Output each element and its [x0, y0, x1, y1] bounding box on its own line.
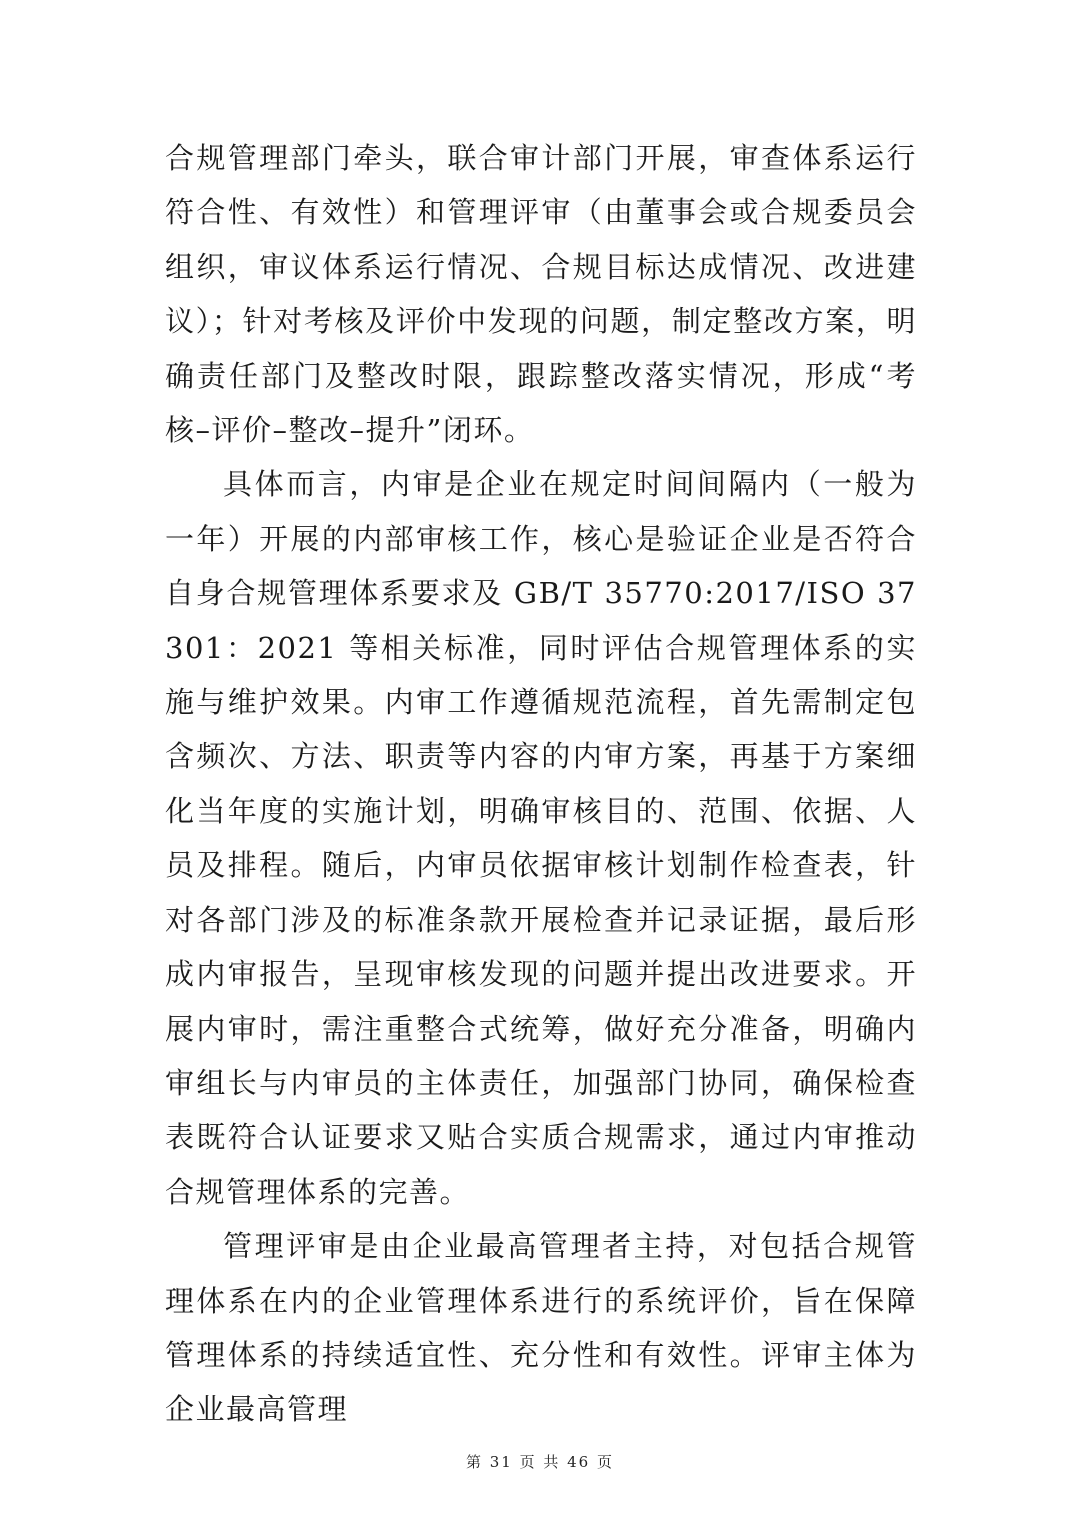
page-footer: 第 31 页 共 46 页	[465, 1453, 614, 1471]
paragraph-2: 具体而言，内审是企业在规定时间间隔内（一般为一年）开展的内部审核工作，核心是验证企业是否符合自身合规管理体系要求及 GB/T 35770:2017/ISO 37301：2021 等相关标准，同时评估合规管理体系的实施与维护效果。内审工作遵循规范流程，首先需制定包含频次、方法、职责等内容的内审方案，再基于方案细化当年度的实施计划，明确审核目的、范围、依据、人员及排程。随后，内审员依据审核计划制作检查表，针对各部门涉及的标准条款开展检查并记录证据，最后形成内审报告，呈现审核发现的问题并提出改进要求。开展内审时，需注重整合式统筹，做好充分准备，明确内审组长与内审员的主体责任，加强部门协同，确保检查表既符合认证要求又贴合实质合规需求，通过内审推动合规管理体系的完善。	[165, 467, 917, 1209]
paragraph-3: 管理评审是由企业最高管理者主持，对包括合规管理体系在内的企业管理体系进行的系统评价，旨在保障管理体系的持续适宜性、充分性和有效性。评审主体为企业最高管理	[165, 1229, 917, 1427]
paragraph-1: 合规管理部门牵头，联合审计部门开展，审查体系运行符合性、有效性）和管理评审（由董事会或合规委员会组织，审议体系运行情况、合规目标达成情况、改进建议）；针对考核及评价中发现的问题，制定整改方案，明确责任部门及整改时限，跟踪整改落实情况，形成“考核–评价–整改–提升”闭环。	[165, 141, 917, 448]
page-body	[165, 131, 917, 1437]
